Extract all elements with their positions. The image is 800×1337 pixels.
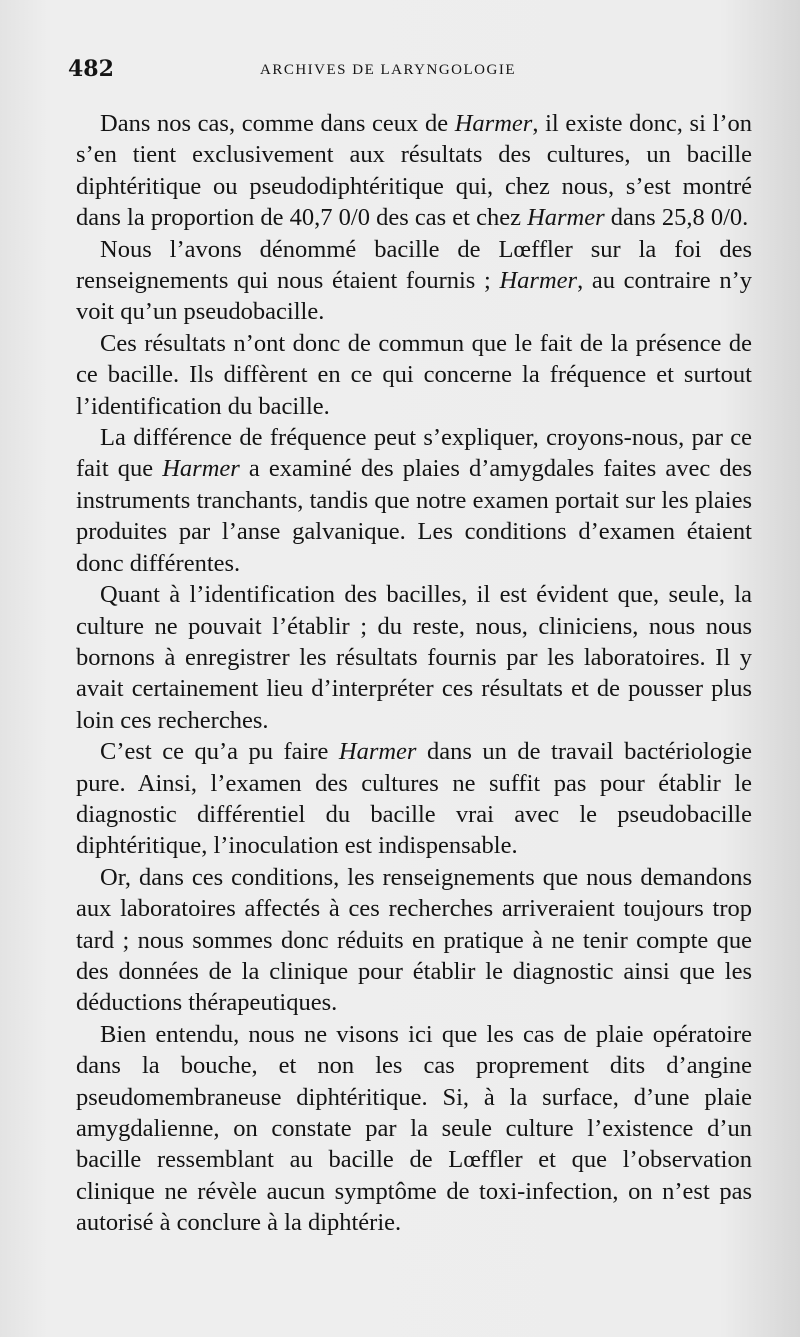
author-name: Harmer	[454, 110, 533, 137]
text-run: La différence de fréquence peut s’expliquer, croyons-nous, par ce fait que	[76, 424, 752, 483]
body-text	[76, 108, 752, 1239]
text-run: , au contraire n’y voit qu’un pseudobacille.	[76, 267, 753, 326]
author-name: Harmer	[527, 204, 605, 232]
text-run: Or, dans ces conditions, les renseignements que nous demandons aux laboratoires affectés à ces recherches arriveraient toujours trop tard ; nous sommes donc réduits en pratique à ne tenir compte que des données de la clinique pour établir le diagnostic ainsi que les déductions thérapeutiques.	[76, 863, 752, 1017]
text-run: Bien entendu, nous ne visons ici que les cas de plaie opératoire dans la bouche, et non les cas proprement dits d’angine pseudomembraneuse diphtéritique. Si, à la surface, d’une plaie amygdalienne, on constate par la seule culture l’existence d’un bacille ressemblant au bacille de Lœffler et que l’observation clinique ne révèle aucun symptôme de toxi-infection, on n’est pas autorisé à conclure à la diphtérie.	[76, 1020, 752, 1237]
text-run: Quant à l’identification des bacilles, il est évident que, seule, la culture ne pouvait l’établir ; du reste, nous, cliniciens, nous nous bornons à enregistrer les résultats fournis par les laboratoires. Il y avait certainement lieu d’interpréter ces résultats et de pousser plus loin ces recherches.	[76, 581, 752, 734]
author-name: Harmer	[162, 455, 240, 483]
running-title: ARCHIVES DE LARYNGOLOGIE	[260, 62, 516, 78]
paragraph	[76, 736, 752, 862]
author-name: Harmer	[499, 267, 578, 295]
page-number: 482	[68, 56, 114, 82]
text-run: dans 25,8 0/0.	[604, 204, 749, 232]
paragraph	[76, 328, 752, 422]
text-run: Ces résultats n’ont donc de commun que le fait de la présence de ce bacille. Ils diffèrent en ce qui concerne la fréquence et surtout l’identification du bacille.	[76, 329, 752, 420]
text-run: , il existe donc, si l’on s’en tient exclusivement aux résultats des cultures, un bacille diphtéritique ou pseudodiphtéritique qui, chez nous, s’est montré dans la proportion de 40,7 0/0 des cas et chez	[76, 110, 752, 232]
author-name: Harmer	[338, 738, 417, 766]
paragraph	[76, 234, 752, 328]
paragraph	[76, 862, 752, 1019]
paragraph	[76, 108, 752, 234]
paragraph	[76, 422, 752, 579]
paragraph	[76, 1019, 752, 1239]
page-header	[68, 56, 768, 96]
text-run: a examiné des plaies d’amygdales faites avec des instruments tranchants, tandis que notre examen portait sur les plaies produites par l’anse galvanique. Les conditions d’examen étaient donc différentes.	[76, 455, 752, 577]
text-run: C’est ce qu’a pu faire	[100, 738, 339, 766]
text-run: Dans nos cas, comme dans ceux de	[100, 110, 455, 137]
text-run: dans un de travail bactériologie pure. Ainsi, l’examen des cultures ne suffit pas pour établir le diagnostic différentiel du bacille vrai avec le pseudobacille diphtéritique, l’inoculation est indispensable.	[76, 738, 752, 860]
text-run: Nous l’avons dénommé bacille de Lœffler sur la foi des renseignements qui nous étaient fournis ;	[76, 235, 752, 295]
paragraph	[76, 579, 752, 736]
